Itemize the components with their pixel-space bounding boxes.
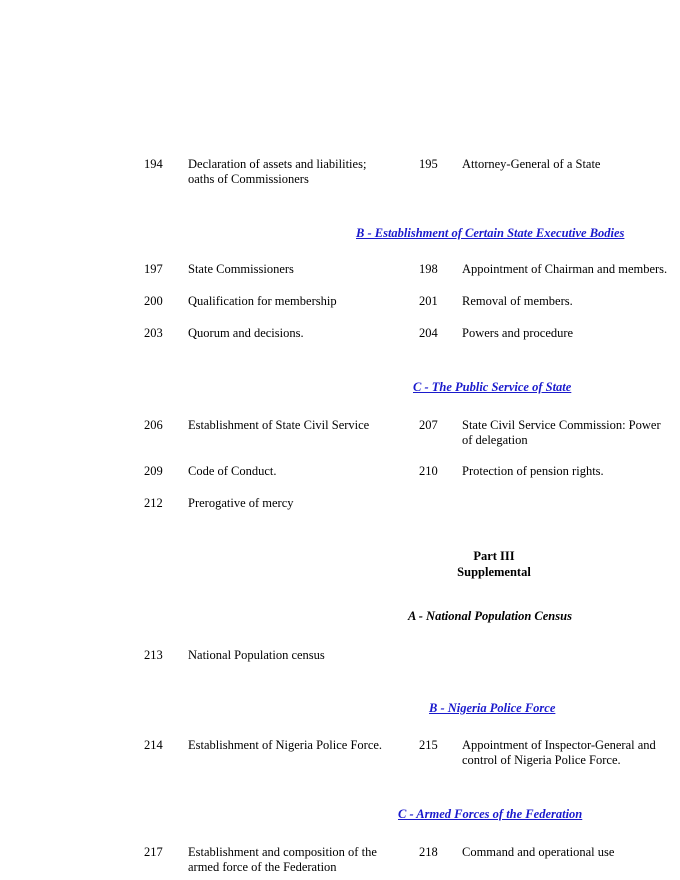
section-number: 210 xyxy=(419,464,438,478)
section-title: Prerogative of mercy xyxy=(188,496,294,510)
section-title: Removal of members. xyxy=(462,294,573,308)
section-number: 214 xyxy=(144,738,163,752)
section-number: 195 xyxy=(419,157,438,171)
section-number: 198 xyxy=(419,262,438,276)
section-title: Command and operational use xyxy=(462,845,615,859)
section-title: Code of Conduct. xyxy=(188,464,277,478)
section-title: Appointment of Chairman and members. xyxy=(462,262,668,276)
section-number: 217 xyxy=(144,845,163,859)
section-number: 204 xyxy=(419,326,438,340)
section-title: Establishment of Nigeria Police Force. xyxy=(188,738,383,752)
section-number: 207 xyxy=(419,418,438,432)
section-number: 215 xyxy=(419,738,438,752)
section-title: Powers and procedure xyxy=(462,326,574,340)
heading-population-census: A - National Population Census xyxy=(408,609,572,623)
section-number: 212 xyxy=(144,496,163,510)
section-title: Appointment of Inspector-General and control of Nigeria Police Force. xyxy=(462,738,656,767)
section-title: Establishment and composition of the armed force of the Federation xyxy=(188,845,377,874)
section-title: State Commissioners xyxy=(188,262,294,276)
section-number: 197 xyxy=(144,262,163,276)
section-number: 213 xyxy=(144,648,163,662)
section-title: Attorney-General of a State xyxy=(462,157,601,171)
section-number: 201 xyxy=(419,294,438,308)
section-number: 206 xyxy=(144,418,163,432)
section-number: 203 xyxy=(144,326,163,340)
section-number: 200 xyxy=(144,294,163,308)
section-number: 209 xyxy=(144,464,163,478)
heading-link-police-force[interactable]: B - Nigeria Police Force xyxy=(429,701,556,715)
section-number: 218 xyxy=(419,845,438,859)
section-title: Quorum and decisions. xyxy=(188,326,304,340)
heading-link-public-service[interactable]: C - The Public Service of State xyxy=(413,380,572,394)
section-title: Establishment of State Civil Service xyxy=(188,418,370,432)
section-title: Declaration of assets and liabilities; oaths of Commissioners xyxy=(188,157,367,186)
part-subtitle: Supplemental xyxy=(457,565,531,579)
section-title: State Civil Service Commission: Power of delegation xyxy=(462,418,661,447)
part-title: Part III xyxy=(473,549,515,563)
heading-link-state-executive-bodies[interactable]: B - Establishment of Certain State Executive Bodies xyxy=(356,226,625,240)
section-title: Protection of pension rights. xyxy=(462,464,604,478)
section-number: 194 xyxy=(144,157,163,171)
section-title: National Population census xyxy=(188,648,325,662)
section-title: Qualification for membership xyxy=(188,294,337,308)
heading-link-armed-forces[interactable]: C - Armed Forces of the Federation xyxy=(398,807,583,821)
